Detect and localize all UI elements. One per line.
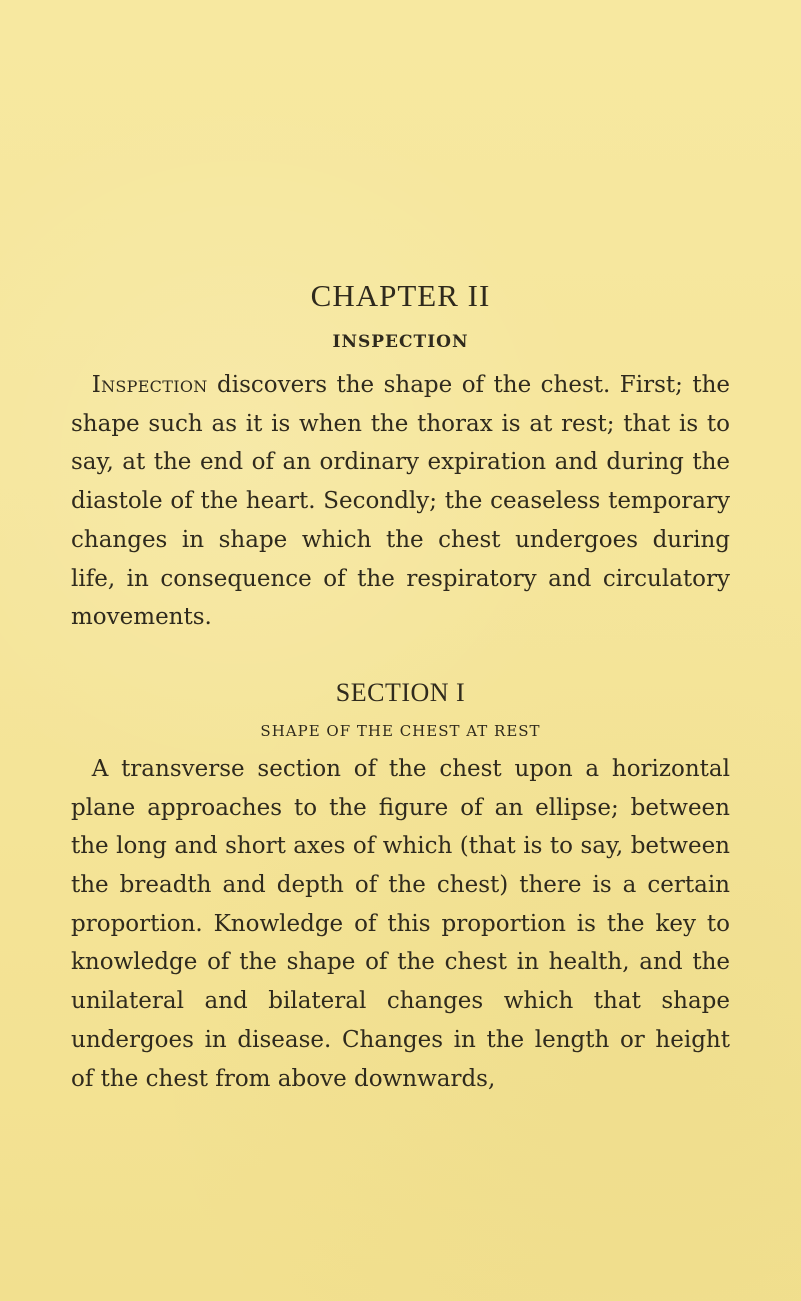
- inspection-paragraph: [71, 366, 730, 637]
- section-subtitle: SHAPE OF THE CHEST AT REST: [260, 721, 541, 740]
- section-title: SECTION I: [335, 677, 466, 707]
- section-paragraph: A transverse section of the chest upon a horizontal plane approaches to the figure of an ellipse; between the long and short axes of which (that is to say, between the breadth and depth of the chest) there is a certain proportion. Knowledge of this proportion is the key to knowledge of the shape of the chest in health, and the unilateral and bilateral changes which that shape undergoes in disease. Changes in the length or height of the chest from above downwards,: [71, 755, 730, 1092]
- inspection-paragraph-lead: Inspection: [91, 372, 208, 398]
- chapter-title: CHAPTER II: [310, 278, 491, 313]
- page-content: [71, 278, 730, 1098]
- chapter-subtitle: INSPECTION: [332, 332, 469, 352]
- inspection-paragraph-body: discovers the shape of the chest. First; the shape such as it is when the thorax is at rest; that is to say, at the end of an ordinary expiration and during the diastole of the heart. Secondly; the ceaseless temporary changes in shape which the chest undergoes during life, in consequence of the respiratory and circulatory movements.: [71, 372, 730, 631]
